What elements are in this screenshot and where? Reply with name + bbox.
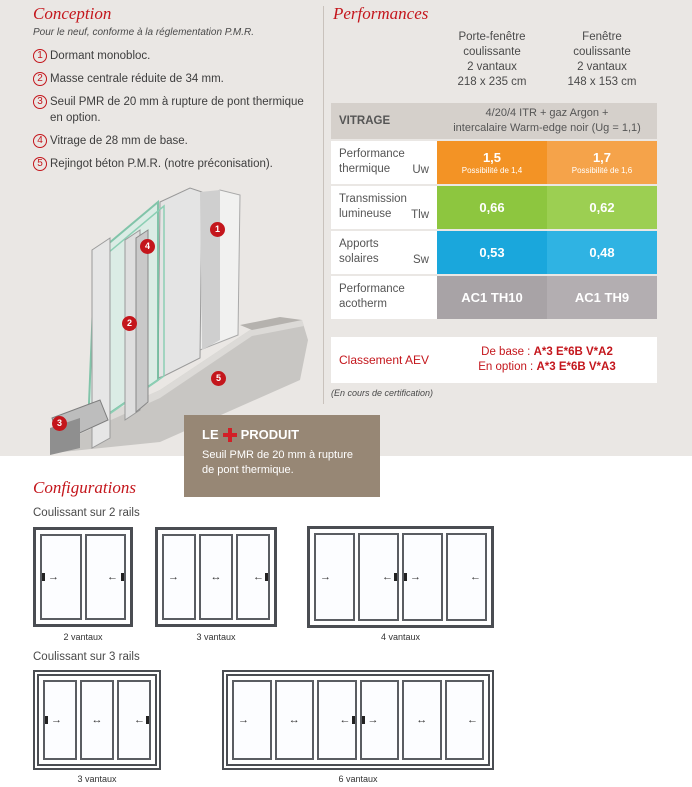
- value-cell: [547, 141, 657, 184]
- arrow-both-icon: ↔: [91, 714, 103, 726]
- row-label: [331, 141, 437, 184]
- marker-4: 4: [140, 239, 155, 254]
- conception-title: Conception: [33, 4, 112, 23]
- header-line: Porte-fenêtre: [458, 31, 526, 43]
- config-2-vantaux: [33, 527, 133, 627]
- sash-pane: [317, 680, 357, 760]
- caption-2-vantaux: 2 vantaux: [63, 632, 103, 642]
- sash-pane: [314, 533, 355, 621]
- sash-pane: [43, 680, 77, 760]
- marker-1: 1: [210, 222, 225, 237]
- sash-pane: [445, 680, 485, 760]
- number-badge: 5: [33, 157, 47, 171]
- config-3-vantaux: [155, 527, 277, 627]
- cell-value: 0,53: [479, 245, 505, 260]
- list-item: [33, 48, 313, 64]
- list-item-text: Rejingot béton P.M.R. (notre préconisation).: [50, 158, 273, 170]
- table-row: [331, 231, 657, 276]
- vitrage-value: [437, 103, 657, 139]
- aev-base-prefix: De base :: [481, 346, 534, 358]
- cell-value: 1,5: [482, 150, 502, 165]
- row-label-line: Performance: [339, 283, 405, 295]
- aev-values: [437, 345, 657, 375]
- value-cell: [437, 186, 547, 229]
- cell-value: AC1 TH10: [461, 290, 523, 305]
- row-label-line: lumineuse: [339, 208, 392, 220]
- arrow-left-icon: ←: [134, 714, 145, 726]
- row-label-line: Apports: [339, 238, 379, 250]
- caption-6-vantaux: 6 vantaux: [338, 774, 378, 784]
- column-header-porte-fenetre: [437, 30, 547, 90]
- aev-base: [437, 345, 657, 360]
- row-unit: Sw: [413, 254, 429, 266]
- plus-product-text: Seuil PMR de 20 mm à rupture de pont thermique.: [202, 449, 354, 476]
- sash-pane: [275, 680, 315, 760]
- plus-product-box: [184, 415, 380, 497]
- list-item: [33, 156, 313, 172]
- arrow-left-icon: ←: [382, 571, 393, 583]
- plus-product-title: [202, 427, 362, 442]
- aev-option-prefix: En option :: [478, 361, 537, 373]
- list-item-text: Dormant monobloc.: [50, 50, 151, 62]
- header-line: 2 vantaux: [467, 61, 517, 73]
- header-line: Fenêtre: [582, 31, 622, 43]
- rails2-label: Coulissant sur 2 rails: [33, 507, 140, 519]
- handle-icon: [265, 573, 268, 581]
- arrow-right-icon: →: [238, 714, 249, 726]
- vitrage-label: VITRAGE: [331, 103, 437, 139]
- arrow-right-icon: →: [51, 714, 62, 726]
- marker-2: 2: [122, 316, 137, 331]
- number-badge: 2: [33, 72, 47, 86]
- arrow-right-icon: →: [320, 571, 331, 583]
- handle-icon: [121, 573, 124, 581]
- certification-note: (En cours de certification): [331, 388, 434, 398]
- arrow-right-icon: →: [168, 571, 179, 583]
- sash-pane: [236, 534, 270, 620]
- arrow-left-icon: ←: [470, 571, 481, 583]
- row-unit: Uw: [412, 164, 429, 176]
- column-header-fenetre: [547, 30, 657, 90]
- cell-value: 1,7: [592, 150, 612, 165]
- row-label-line: thermique: [339, 163, 391, 175]
- profile-drawing: [40, 180, 330, 455]
- header-line: coulissante: [573, 46, 631, 58]
- list-item-text: Seuil PMR de 20 mm à rupture de pont thermique en option.: [50, 96, 304, 124]
- handle-icon: [45, 716, 48, 724]
- conception-intro: Pour le neuf, conforme à la réglementation P.M.R.: [33, 27, 255, 38]
- arrow-left-icon: ←: [253, 571, 264, 583]
- handle-icon: [352, 716, 355, 724]
- conception-list: [33, 48, 313, 179]
- value-cell: [437, 141, 547, 184]
- plus-title-pre: LE: [202, 427, 219, 442]
- plus-title-post: PRODUIT: [240, 427, 300, 442]
- cell-subtext: Possibilité de 1,6: [571, 166, 633, 175]
- aev-option: [437, 360, 657, 375]
- list-item-text: Vitrage de 28 mm de base.: [50, 135, 188, 147]
- vitrage-value-line: 4/20/4 ITR + gaz Argon +: [485, 107, 609, 119]
- arrow-both-icon: ↔: [288, 714, 300, 726]
- value-cell: [547, 231, 657, 274]
- caption-3-vantaux: 3 vantaux: [196, 632, 236, 642]
- row-label-line: Performance: [339, 148, 405, 160]
- cell-value: 0,66: [479, 200, 505, 215]
- sash-pane: [360, 680, 400, 760]
- value-cell: [437, 231, 547, 274]
- cell-subtext: Possibilité de 1,4: [461, 166, 523, 175]
- performance-table: [331, 103, 657, 321]
- header-line: 2 vantaux: [577, 61, 627, 73]
- row-label: [331, 186, 437, 229]
- row-label: [331, 231, 437, 274]
- caption-4-vantaux: 4 vantaux: [380, 632, 421, 642]
- value-cell: [547, 276, 657, 319]
- aev-option-value: A*3 E*6B V*A3: [536, 361, 616, 373]
- row-unit: Tlw: [411, 209, 429, 221]
- row-label-line: solaires: [339, 253, 379, 265]
- handle-icon: [362, 716, 365, 724]
- row-label-line: Transmission: [339, 193, 407, 205]
- arrow-left-icon: ←: [339, 714, 351, 726]
- sash-pane: [85, 534, 127, 620]
- number-badge: 1: [33, 49, 47, 63]
- arrow-both-icon: ↔: [416, 714, 428, 726]
- table-row-vitrage: [331, 103, 657, 141]
- value-cell: [547, 186, 657, 229]
- rails3-label: Coulissant sur 3 rails: [33, 651, 140, 663]
- arrow-right-icon: →: [410, 571, 421, 583]
- cell-value: 0,62: [589, 200, 615, 215]
- aev-classification-row: [331, 337, 657, 383]
- handle-icon: [404, 573, 407, 581]
- sash-pane: [358, 533, 399, 621]
- sash-pane: [162, 534, 196, 620]
- window-cross-section-illustration: [40, 180, 330, 455]
- table-row: [331, 186, 657, 231]
- arrow-right-icon: →: [367, 714, 379, 726]
- header-line: 218 x 235 cm: [457, 76, 527, 88]
- sash-pane: [117, 680, 151, 760]
- list-item-text: Masse centrale réduite de 34 mm.: [50, 73, 224, 85]
- aev-base-value: A*3 E*6B V*A2: [533, 346, 613, 358]
- marker-3: 3: [52, 416, 67, 431]
- configurations-title: Configurations: [33, 478, 136, 497]
- sash-pane: [40, 534, 82, 620]
- table-row: [331, 141, 657, 186]
- sash-pane: [402, 533, 443, 621]
- header-line: coulissante: [463, 46, 521, 58]
- list-item: [33, 133, 313, 149]
- handle-icon: [394, 573, 397, 581]
- plus-icon: [223, 428, 237, 442]
- config-4-vantaux: [307, 526, 494, 628]
- row-label-line: acotherm: [339, 298, 387, 310]
- sash-pane: [199, 534, 233, 620]
- marker-5: 5: [211, 371, 226, 386]
- number-badge: 3: [33, 95, 47, 109]
- list-item: [33, 94, 313, 126]
- table-row: [331, 276, 657, 321]
- value-cell: [437, 276, 547, 319]
- performances-title: Performances: [333, 4, 429, 23]
- header-line: 148 x 153 cm: [567, 76, 637, 88]
- arrow-right-icon: →: [48, 571, 59, 583]
- list-item: [33, 71, 313, 87]
- config-6-vantaux: [226, 674, 490, 766]
- arrow-left-icon: ←: [107, 571, 118, 583]
- arrow-both-icon: ↔: [210, 571, 222, 583]
- sash-pane: [402, 680, 442, 760]
- cell-value: AC1 TH9: [574, 290, 630, 305]
- arrow-left-icon: ←: [467, 714, 478, 726]
- number-badge: 4: [33, 134, 47, 148]
- sash-pane: [80, 680, 114, 760]
- config-3-vantaux-3-rails: [37, 674, 157, 766]
- row-label: [331, 276, 437, 319]
- caption-3-vantaux-3-rails: 3 vantaux: [77, 774, 117, 784]
- handle-icon: [42, 573, 45, 581]
- cell-value: 0,48: [589, 245, 615, 260]
- aev-label: Classement AEV: [339, 353, 430, 367]
- handle-icon: [146, 716, 149, 724]
- sash-pane: [232, 680, 272, 760]
- sash-pane: [446, 533, 487, 621]
- vitrage-value-line: intercalaire Warm-edge noir (Ug = 1,1): [453, 122, 641, 134]
